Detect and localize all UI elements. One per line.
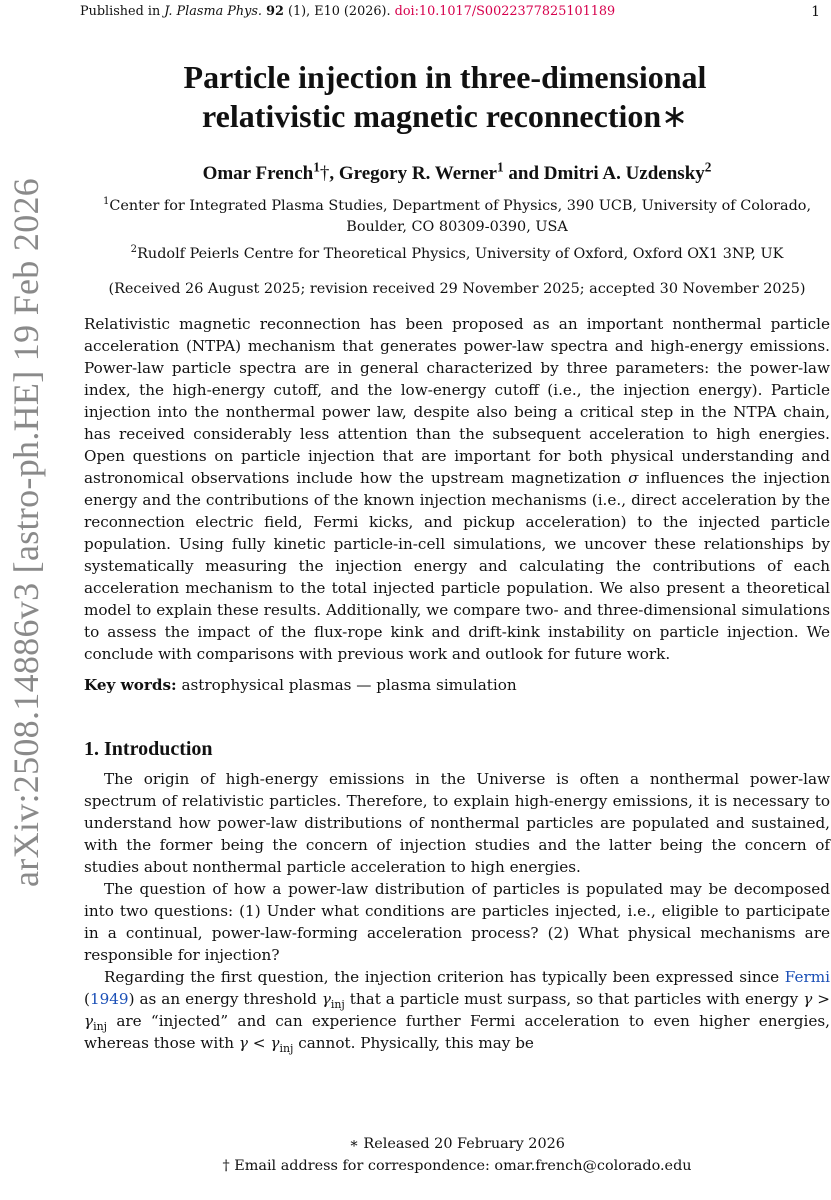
section-number: 1. [84, 738, 99, 760]
author-separator: and [503, 163, 544, 184]
para3-text-f: cannot. Physically, this may be [293, 1034, 534, 1052]
author-separator: , [329, 163, 339, 184]
keywords-label: Key words: [84, 676, 177, 694]
citation-fermi-link[interactable]: Fermi [784, 968, 830, 986]
para3-text-a: Regarding the first question, the injection criterion has typically been expressed since [104, 968, 785, 986]
gamma-symbol: γ [238, 1034, 248, 1052]
inj-subscript: inj [279, 1042, 294, 1056]
abstract-part-1: Relativistic magnetic reconnection has been proposed as an important nonthermal particle acceleration (NTPA) mechanism that generates power-law spectra and high-energy emissions. Power-law particle spectra are in general characterized by three parameters: the power-law index, the high-energy cutoff, and the low-energy cutoff (i.e., the injection energy). Particle injection into the nonthermal power law, despite also being a critical step in the NTPA chain, has received considerably less attention than the subsequent acceleration to high energies. Open questions on particle injection that are important for both physical understanding and astronomical observations include how the upstream magnetization [84, 315, 830, 487]
keywords [84, 674, 830, 696]
body-paragraph-1: The origin of high-energy emissions in the Universe is often a nonthermal power-law spectrum of relativistic particles. Therefore, to explain high-energy emissions, it is necessary to understand how power-law distributions of nonthermal particles are populated and sustained, with the former being the concern of injection studies and the latter being the concern of studies about nonthermal particle acceleration to high energies. [84, 770, 830, 876]
title-line-2-wrap [100, 97, 790, 136]
gamma-symbol: γ [321, 990, 331, 1008]
footnote-1-mark: ∗ [349, 1136, 359, 1152]
author-1-affil-mark: 1 [313, 159, 320, 175]
footnote-release [84, 1133, 830, 1155]
inj-subscript: inj [330, 998, 345, 1012]
paper-title [100, 58, 790, 136]
introduction-body [84, 768, 830, 1054]
journal-volume: 92 [266, 4, 284, 19]
author-1: Omar French [202, 163, 314, 184]
footnote-1-text: Released 20 February 2026 [358, 1136, 565, 1152]
gamma-symbol: γ [803, 990, 813, 1008]
para3-text-c: ) as an energy threshold [128, 990, 322, 1008]
section-heading-introduction [84, 735, 830, 763]
author-2-affil-mark: 1 [497, 159, 504, 175]
gamma-symbol: γ [270, 1034, 280, 1052]
inj-subscript: inj [93, 1020, 108, 1034]
title-line-1: Particle injection in three-dimensional [183, 59, 707, 95]
title-line-2: relativistic magnetic reconnection [202, 98, 662, 134]
body-paragraph-3 [84, 966, 830, 1054]
received-dates: (Received 26 August 2025; revision received 29 November 2025; accepted 30 November 2025) [108, 281, 806, 297]
author-3-affil-mark: 2 [704, 159, 712, 175]
page-number: 1 [811, 4, 820, 20]
published-prefix: Published in [80, 4, 165, 19]
abstract-part-2: influences the injection energy and the contributions of the known injection mechanisms (i.e., direct acceleration by the reconnection electric field, Fermi kicks, and pickup acceleration) to the injected particle population. Using fully kinetic particle-in-cell simulations, we uncover these relationships by systematically measuring the injection energy and calculating the contributions of each acceleration mechanism to the total injected particle population. We also present a theoretical model to explain these results. Additionally, we compare two- and three-dimensional simulations to assess the impact of the flux-rope kink and drift-kink instability on particle injection. We conclude with comparisons with previous work and outlook for future work. [84, 469, 831, 663]
issue-reference: (1), E10 (2026). [283, 4, 395, 19]
footnote-email [84, 1155, 830, 1177]
author-3: Dmitri A. Uzdensky [543, 163, 705, 184]
abstract [84, 313, 830, 665]
gamma-symbol: γ [84, 1012, 94, 1030]
title-footnote-mark[interactable]: ∗ [661, 98, 688, 134]
arxiv-side-stamp: arXiv:2508.14886v3 [astro-ph.HE] 19 Feb 2026 [6, 177, 46, 887]
affiliation-1-mark: 1 [102, 196, 110, 208]
affiliation-2-text: Rudolf Peierls Centre for Theoretical Physics, University of Oxford, Oxford OX1 3NP, UK [137, 246, 784, 262]
greater-than-symbol: > [812, 990, 831, 1008]
affiliation-2-mark: 2 [130, 244, 138, 256]
footnote-2-text: Email address for correspondence: omar.french@colorado.edu [229, 1158, 692, 1174]
author-list [82, 160, 831, 188]
affiliation-1-text: Center for Integrated Plasma Studies, Department of Physics, 390 UCB, University of Colorado, Boulder, CO 80309-0390, USA [109, 198, 812, 235]
keywords-text: astrophysical plasmas — plasma simulation [176, 676, 517, 694]
sigma-symbol: σ [628, 469, 639, 487]
section-title: Introduction [104, 738, 213, 760]
running-header [80, 2, 820, 24]
publication-line [80, 2, 615, 22]
less-than-symbol: < [247, 1034, 271, 1052]
para3-text-d: that a particle must surpass, so that particles with energy [344, 990, 804, 1008]
footnotes [84, 1133, 830, 1177]
footnote-2-mark: † [222, 1158, 230, 1174]
citation-year-link[interactable]: 1949 [89, 990, 129, 1008]
author-1-corresponding-mark[interactable]: † [319, 163, 330, 184]
journal-name: J. Plasma Phys. [164, 4, 263, 19]
affiliation-2 [84, 244, 830, 265]
doi-link[interactable]: doi:10.1017/S0022377825101189 [394, 4, 616, 19]
affiliation-1 [84, 196, 830, 238]
para3-text-b: ( [84, 990, 90, 1008]
para3-text-e: are “injected” and can experience further Fermi acceleration to even higher energies, whereas those with [84, 1012, 830, 1052]
author-2: Gregory R. Werner [338, 163, 497, 184]
body-paragraph-2: The question of how a power-law distribution of particles is populated may be decomposed into two questions: (1) Under what conditions are particles injected, i.e., eligible to participate in a continual, power-law-forming acceleration process? (2) What physical mechanisms are responsible for injection? [84, 880, 830, 964]
